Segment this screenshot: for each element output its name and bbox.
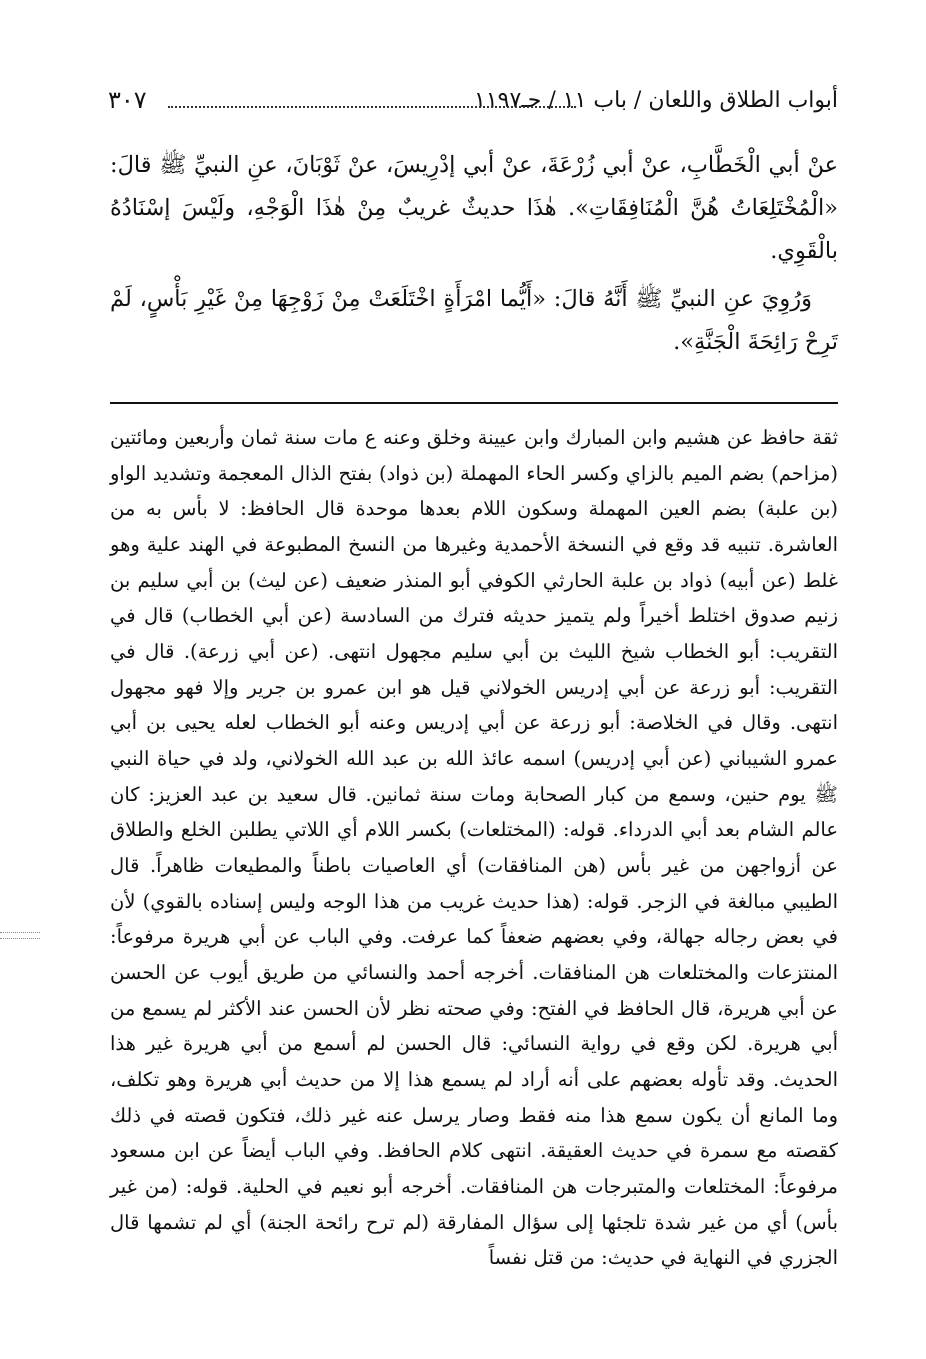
footnote-divider xyxy=(110,402,838,404)
scan-edge-mark xyxy=(0,938,40,939)
main-paragraph: وَرُوِيَ عنِ النبيِّ ﷺ أَنَّهُ قالَ: «أَيُّما امْرَأَةٍ اخْتَلَعَتْ مِنْ زَوْجِهَا مِنْ غَيْرِ بَأْسٍ، لَمْ تَرِحْ رَائِحَةَ الْجَنَّةِ». xyxy=(110,286,838,355)
hadith-main-text xyxy=(110,144,838,370)
commentary-notes xyxy=(110,420,838,1276)
scan-edge-mark xyxy=(0,932,40,933)
page-number: ٣٠٧ xyxy=(108,86,147,114)
main-paragraph: عنْ أبي الْخَطَّابِ، عنْ أبي زُرْعَةَ، عنْ أبي إدْرِيسَ، عنْ ثَوْبَانَ، عنِ النبيِّ ﷺ قالَ: «الْمُخْتَلِعَاتُ هُنَّ الْمُنَافِقَاتِ». هٰذَا حديثٌ غريبٌ مِنْ هٰذَا الْوَجْهِ، ولَيْسَ إسْنَادُهُ بالْقَوِي. xyxy=(110,152,838,264)
header-dot-leader xyxy=(168,106,576,108)
header-title: أبواب الطلاق واللعان / باب ١١ / حـ١١٩٧ xyxy=(474,88,838,113)
commentary-paragraph: ثقة حافظ عن هشيم وابن المبارك وابن عيينة وخلق وعنه ع مات سنة ثمان وأربعين ومائتين (مزاحم) بضم الميم بالزاي وكسر الحاء المهملة (بن ذواد) بفتح الذال المعجمة وتشديد الواو (بن علبة) بضم العين المهملة وسكون اللام بعدها موحدة قال الحافظ: لا بأس به من العاشرة. تنبيه قد وقع في النسخة الأحمدية وغيرها من النسخ المطبوعة في الهند علية وهو غلط (عن أبيه) ذواد بن علبة الحارثي الكوفي أبو المنذر ضعيف (عن ليث) بن أبي سليم بن زنيم صدوق اختلط أخيراً ولم يتميز حديثه فترك من السادسة (عن أبي الخطاب) قال في التقريب: أبو الخطاب شيخ الليث بن أبي سليم مجهول انتهى. (عن أبي زرعة). قال في التقريب: أبو زرعة عن أبي إدريس الخولاني قيل هو ابن عمرو بن جرير وإلا فهو مجهول انتهى. وقال في الخلاصة: أبو زرعة عن أبي إدريس وعنه أبو الخطاب لعله يحيى بن أبي عمرو الشيباني (عن أبي إدريس) اسمه عائذ الله بن عبد الله الخولاني، ولد في حياة النبي ﷺ يوم حنين، وسمع من كبار الصحابة ومات سنة ثمانين. قال سعيد بن عبد العزيز: كان عالم الشام بعد أبي الدرداء. قوله: (المختلعات) بكسر اللام أي اللاتي يطلبن الخلع والطلاق عن أزواجهن من غير بأس (هن المنافقات) أي العاصيات باطناً والمطيعات ظاهراً. قال الطيبي مبالغة في الزجر. قوله: (هذا حديث غريب من هذا الوجه وليس إسناده بالقوي) لأن في بعض رجاله جهالة، وفي بعضهم ضعفاً كما عرفت. وفي الباب عن أبي هريرة مرفوعاً: المنتزعات والمختلعات هن المنافقات. أخرجه أحمد والنسائي من طريق أيوب عن الحسن عن أبي هريرة، قال الحافظ في الفتح: وفي صحته نظر لأن الحسن عند الأكثر لم يسمع من أبي هريرة. لكن وقع في رواية النسائي: قال الحسن لم أسمع من أبي هريرة غير هذا الحديث. وقد تأوله بعضهم على أنه أراد لم يسمع هذا إلا من حديث أبي هريرة وهو تكلف، وما المانع أن يكون سمع هذا منه فقط وصار يرسل عنه غير ذلك، فتكون قصته في ذلك كقصته مع سمرة في حديث العقيقة. انتهى كلام الحافظ. وفي الباب أيضاً عن ابن مسعود مرفوعاً: المختلعات والمتبرجات هن المنافقات. أخرجه أبو نعيم في الحلية. قوله: (من غير بأس) أي من غير شدة تلجئها إلى سؤال المفارقة (لم ترح رائحة الجنة) أي لم تشمها قال الجزري في النهاية في حديث: من قتل نفساً xyxy=(110,426,838,1270)
running-header xyxy=(108,86,838,120)
